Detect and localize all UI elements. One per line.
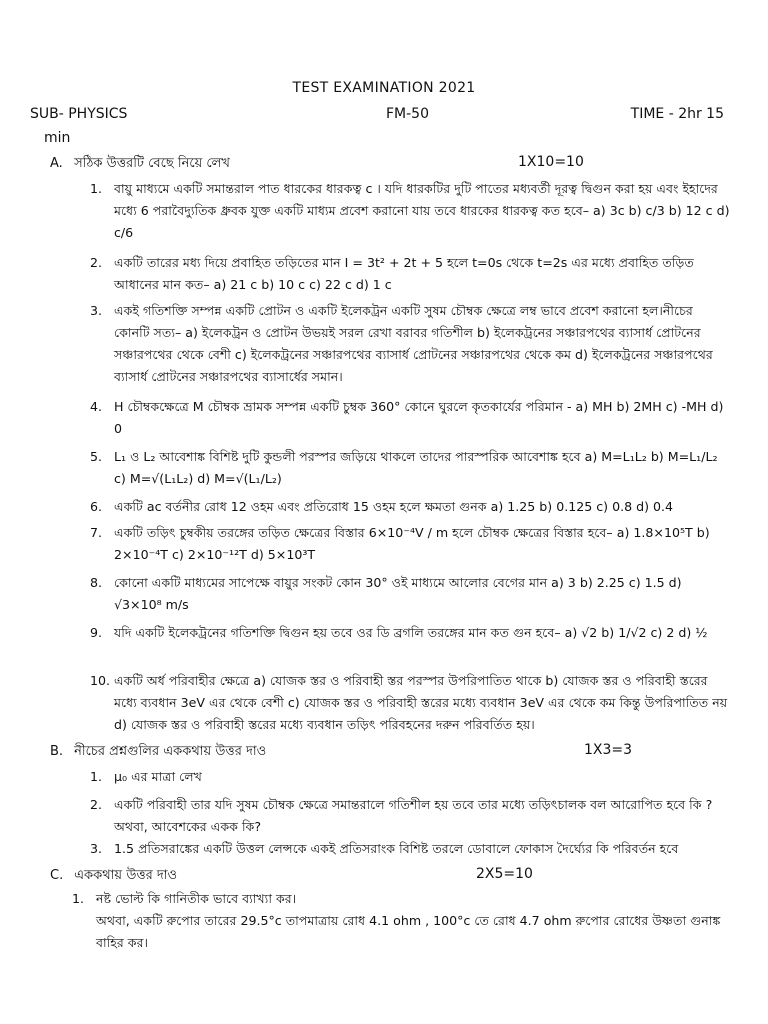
question-number: 9.	[90, 625, 103, 640]
question-text: একটি ac বর্তনীর রোধ 12 ওহম এবং প্রতিরোধ 15 ওহম হলে ক্ষমতা গুনক a) 1.25 b) 0.125 c) 0.8 d) 0.4	[114, 499, 674, 514]
question-text: L₁ ও L₂ আবেশাঙ্ক বিশিষ্ট দুটি কুন্ডলী পরস্পর জড়িয়ে থাকলে তাদের পারস্পরিক আবেশাঙ্ক হবে a) M=L₁L₂ b) M=L₁/L₂ c) M=√(L₁L₂) d) M=√(L₁/L₂)	[114, 449, 718, 486]
question-number: 4.	[90, 399, 103, 414]
question-a7	[90, 522, 730, 566]
question-number: 5.	[90, 449, 103, 464]
question-a6	[90, 496, 730, 518]
question-text: একটি তড়িৎ চুম্বকীয় তরঙ্গের তড়িত ক্ষেত্রের বিস্তার 6×10⁻⁴V / m হলে চৌম্বক ক্ষেত্রের বিস্তার হবে– a) 1.8×10⁵T b) 2×10⁻⁴T c) 2×10⁻¹²T d) 5×10³T	[114, 525, 710, 562]
question-b2	[90, 794, 730, 838]
section-c-title: এককথায় উত্তর দাও	[74, 868, 178, 883]
section-b-heading	[50, 742, 266, 763]
question-text: একটি পরিবাহী তার যদি সুষম চৌম্বক ক্ষেত্রে সমান্তরালে গতিশীল হয় তবে তার মধ্যে তড়িৎচালক বল আরোপিত হবে কি ? অথবা, আবেশকের একক কি?	[114, 797, 713, 834]
question-text: H চৌম্বকক্ষেত্রে M চৌম্বক ভ্রামক সম্পন্ন একটি চুম্বক 360° কোনে ঘুরলে কৃতকার্যের পরিমান - a) MH b) 2MH c) -MH d) 0	[114, 399, 724, 436]
question-c1	[72, 888, 712, 910]
section-c-marks: 2X5=10	[476, 866, 533, 882]
question-text: 1.5 প্রতিসরাঙ্কের একটি উত্তল লেন্সকে একই প্রতিসরাংক বিশিষ্ট তরলে ডোবালে ফোকাস দৈর্ঘ্যের কি পরিবর্তন হবে	[114, 841, 679, 856]
question-a9	[90, 622, 730, 644]
section-a-title: সঠিক উত্তরটি বেছে নিয়ে লেখ	[74, 156, 230, 171]
section-a-heading	[50, 154, 230, 175]
question-b3	[90, 838, 730, 860]
question-a8	[90, 572, 730, 616]
section-c-heading	[50, 866, 177, 887]
section-b-label: B.	[50, 744, 64, 759]
time-label-continued: min	[44, 130, 71, 146]
section-b-marks: 1X3=3	[584, 742, 633, 758]
question-c1-alternative: অথবা, একটি রুপোর তারের 29.5°c তাপমাত্রায় রোধ 4.1 ohm , 100°c তে রোধ 4.7 ohm রুপোর রোধের উষ্ণতা গুনাঙ্ক বাহির কর।	[96, 913, 721, 950]
question-text: একই গতিশক্তি সম্পন্ন একটি প্রোটন ও একটি ইলেকট্রন একটি সুষম চৌম্বক ক্ষেত্রে লম্ব ভাবে প্রবেশ করানো হল।নীচের কোনটি সত্য– a) ইলেকট্রন ও প্রোটন উভয়ই সরল রেখা বরাবর গতিশীল b) ইলেকট্রনের সঞ্চারপথের ব্যাসার্ধ প্রোটনের সঞ্চারপথের থেকে বেশী c) ইলেকট্রনের সঞ্চারপথের ব্যাসার্ধ প্রোটনের সঞ্চারপথের থেকে কম d) ইলেকট্রনের সঞ্চারপথের ব্যাসার্ধ প্রোটনের সঞ্চারপথের ব্যাসার্ধের সমান।	[114, 303, 713, 384]
section-a-marks: 1X10=10	[518, 154, 584, 170]
question-number: 10.	[90, 673, 111, 688]
question-number: 6.	[90, 499, 103, 514]
question-number: 3.	[90, 303, 103, 318]
question-text: বায়ু মাধ্যমে একটি সমান্তরাল পাত ধারকের ধারকত্ব c । যদি ধারকটির দুটি পাতের মধ্যবর্তী দূরত্ব দ্বিগুন করা হয় এবং ইহাদের মধ্যে 6 পরাবৈদ্যুতিক ধ্রুবক যুক্ত একটি মাধ্যম প্রবেশ করানো যায় তবে ধারকের ধারকত্ব কত হবে– a) 3c b) c/3 b) 12 c d) c/6	[114, 181, 730, 240]
question-a4	[90, 396, 730, 440]
question-number: 3.	[90, 841, 103, 856]
question-text: একটি অর্ধ পরিবাহীর ক্ষেত্রে a) যোজক স্তর ও পরিবাহী স্তর পরস্পর উপরিপাতিত থাকে b) যোজক স্তর ও পরিবাহী স্তরের মধ্যে ব্যবধান 3eV এর থেকে বেশী c) যোজক স্তর ও পরিবাহী স্তরের মধ্যে ব্যবধান 3eV এর থেকে কম কিন্তু উপরিপাতিত নয় d) যোজক স্তর ও পরিবাহী স্তরের মধ্যে ব্যবধান তড়িৎ পরিবহনের দরুন পরিবর্তিত হয়।	[114, 673, 728, 732]
question-a2	[90, 252, 730, 296]
question-text: কোনো একটি মাধ্যমের সাপেক্ষে বায়ুর সংকট কোন 30° ওই মাধ্যমে আলোর বেগের মান a) 3 b) 2.25 c) 1.5 d) √3×10⁸ m/s	[114, 575, 682, 612]
exam-title: TEST EXAMINATION 2021	[292, 80, 476, 96]
question-a3	[90, 300, 730, 388]
full-marks-label: FM-50	[386, 106, 429, 122]
question-b1	[90, 766, 730, 788]
question-number: 2.	[90, 255, 103, 270]
question-text: নষ্ট ভোল্ট কি গানিতীক ভাবে ব্যাখ্যা কর।	[96, 891, 297, 906]
subject-label: SUB- PHYSICS	[30, 106, 128, 122]
question-number: 7.	[90, 525, 103, 540]
question-number: 2.	[90, 797, 103, 812]
section-a-label: A.	[50, 156, 63, 171]
question-number: 1.	[72, 891, 85, 906]
time-label: TIME - 2hr 15	[630, 106, 724, 122]
question-a5	[90, 446, 730, 490]
question-a10	[90, 670, 730, 736]
question-number: 8.	[90, 575, 103, 590]
question-text: μ₀ এর মাত্রা লেখ	[114, 769, 202, 784]
question-text: একটি তারের মধ্য দিয়ে প্রবাহিত তড়িতের মান I = 3t² + 2t + 5 হলে t=0s থেকে t=2s এর মধ্যে প্রবাহিত তড়িত আধানের মান কত– a) 21 c b) 10 c c) 22 c d) 1 c	[114, 255, 694, 292]
section-b-title: নীচের প্রশ্নগুলির এককথায় উত্তর দাও	[74, 744, 267, 759]
question-number: 1.	[90, 181, 103, 196]
section-c-label: C.	[50, 868, 64, 883]
question-a1	[90, 178, 730, 244]
question-text: যদি একটি ইলেকট্রনের গতিশক্তি দ্বিগুন হয় তবে ওর ডি ব্রগলি তরঙ্গের মান কত গুন হবে– a) √2 b) 1/√2 c) 2 d) ½	[114, 625, 708, 640]
question-number: 1.	[90, 769, 103, 784]
